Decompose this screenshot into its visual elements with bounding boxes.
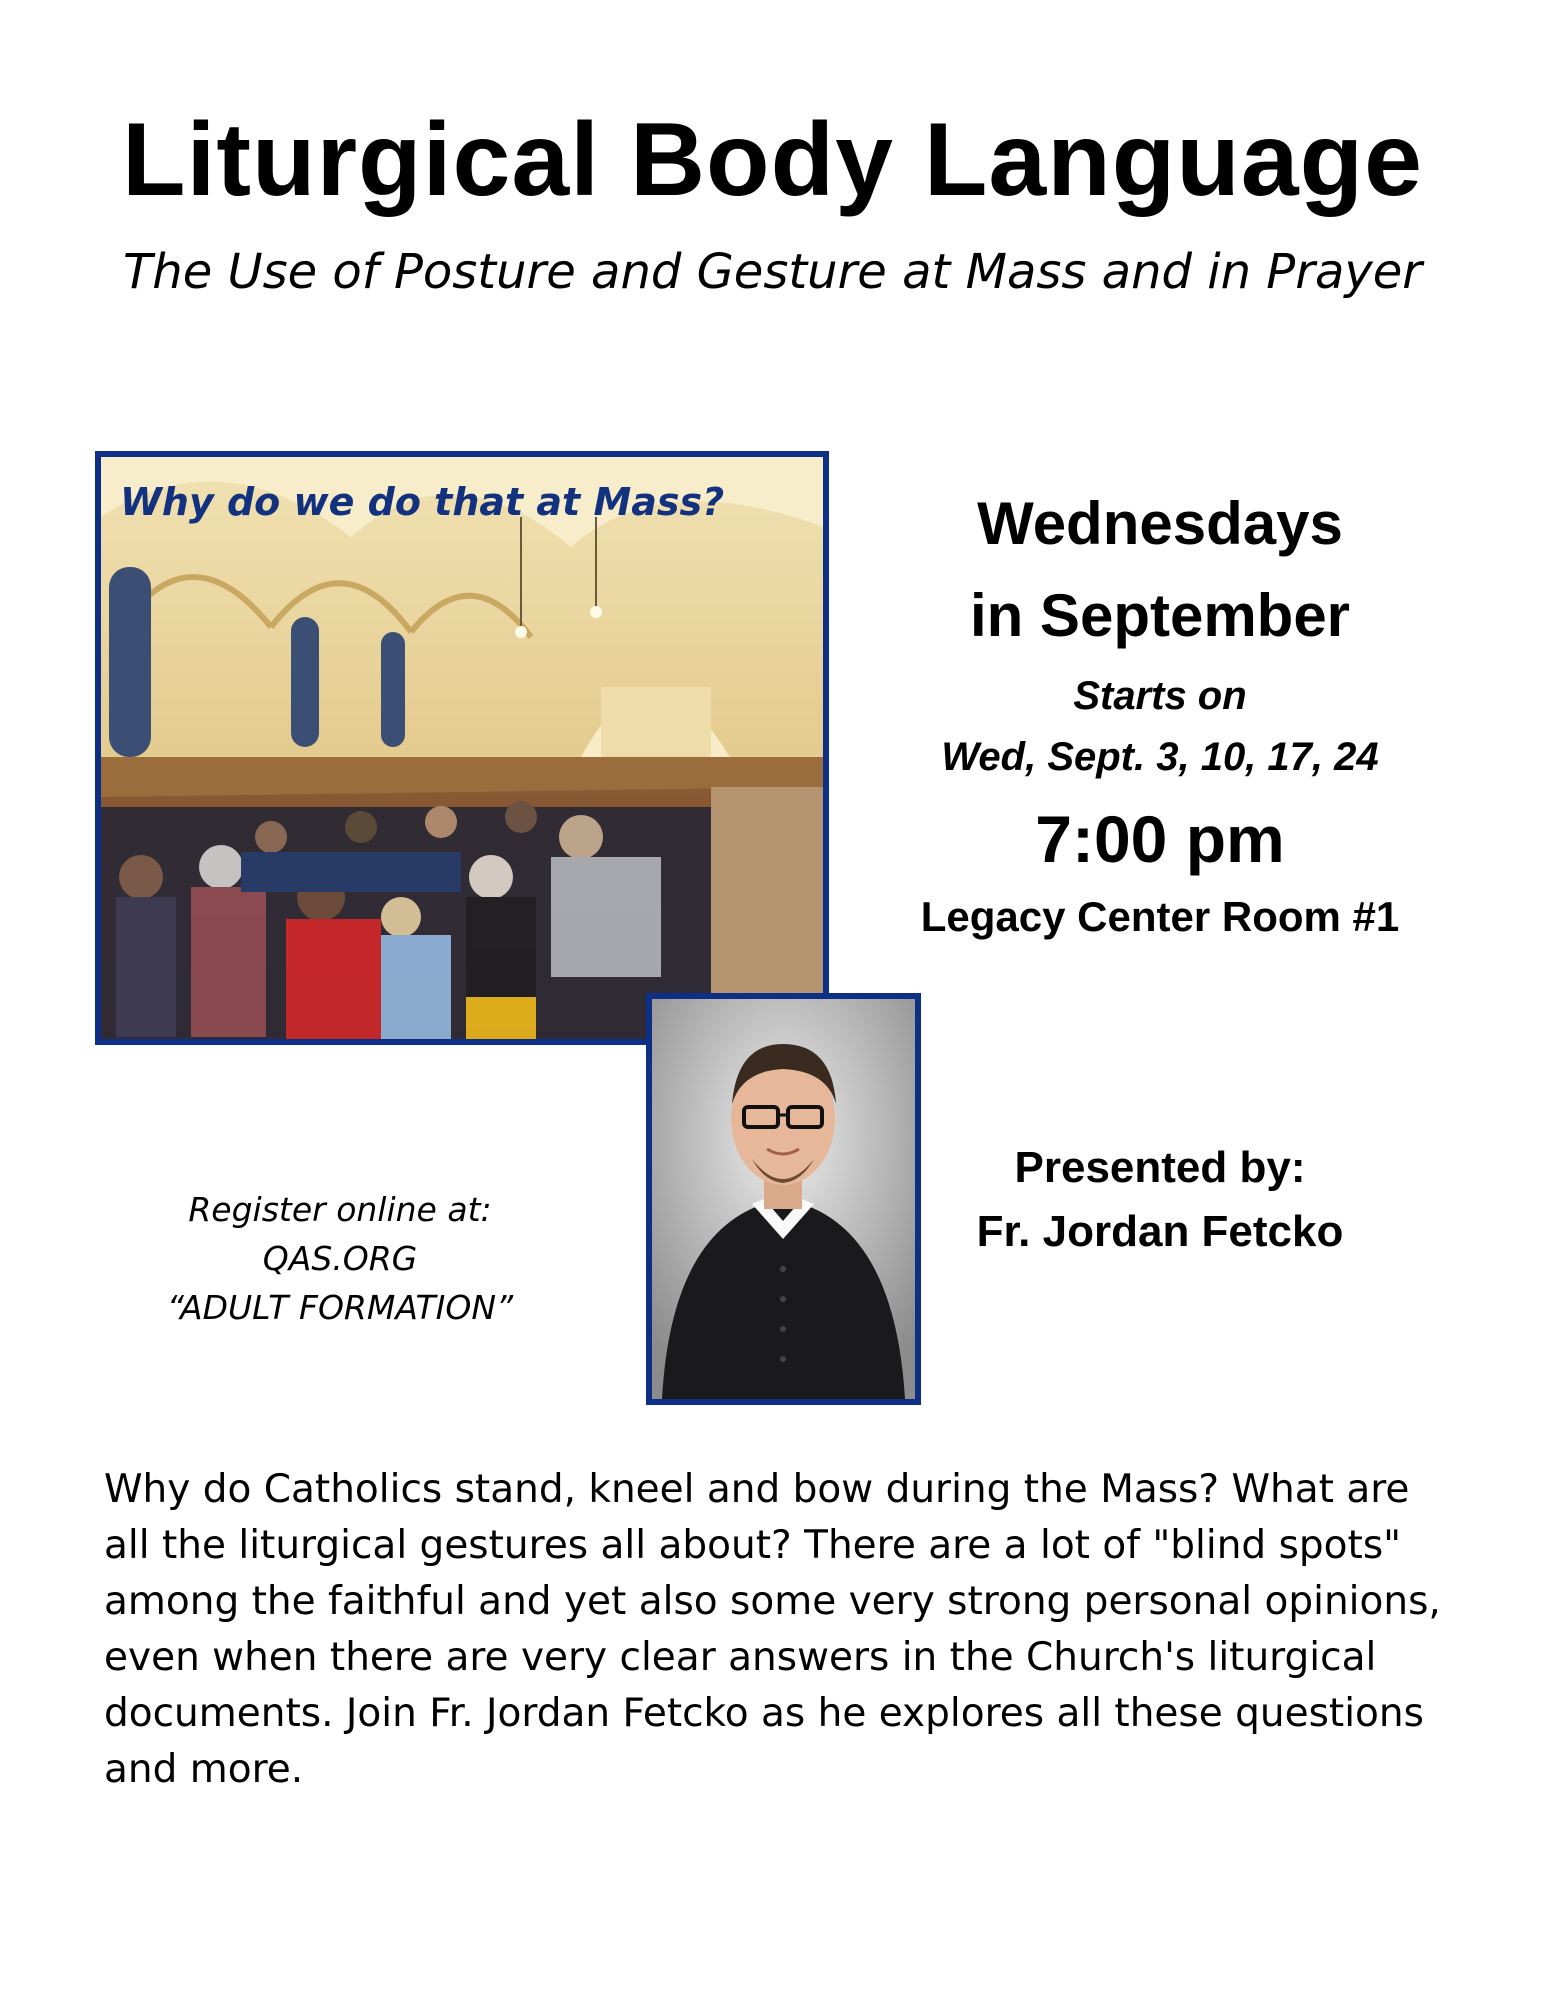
description-paragraph: Why do Catholics stand, kneel and bow during the Mass? What are all the liturgical gestures all about? There are a lot of "blind spots" among the faithful and yet also some very strong personal opinions, even when there are very clear answers in the Church's liturgical documents. Join Fr. Jordan Fetcko as he explores all these questions and more. xyxy=(104,1467,1441,1792)
schedule-time: 7:00 pm xyxy=(1035,802,1285,876)
schedule-room: Legacy Center Room #1 xyxy=(920,893,1400,940)
page-subtitle: The Use of Posture and Gesture at Mass and in Prayer xyxy=(122,244,1423,300)
register-url: QAS.ORG xyxy=(262,1239,418,1278)
page-title: Liturgical Body Language xyxy=(122,102,1423,218)
register-section: “ADULT FORMATION” xyxy=(166,1288,514,1327)
schedule-month: in September xyxy=(969,582,1351,649)
schedule-dates: Wed, Sept. 3, 10, 17, 24 xyxy=(941,735,1379,779)
starts-label: Starts on xyxy=(1073,674,1247,718)
schedule-day: Wednesdays xyxy=(977,490,1343,557)
presented-by-label: Presented by: xyxy=(1014,1143,1306,1192)
photo-caption: Why do we do that at Mass? xyxy=(120,480,725,524)
presenter-photo xyxy=(646,993,921,1405)
register-line-1: Register online at: xyxy=(188,1190,492,1229)
presenter-name: Fr. Jordan Fetcko xyxy=(976,1207,1344,1256)
church-interior-photo xyxy=(95,451,829,1045)
